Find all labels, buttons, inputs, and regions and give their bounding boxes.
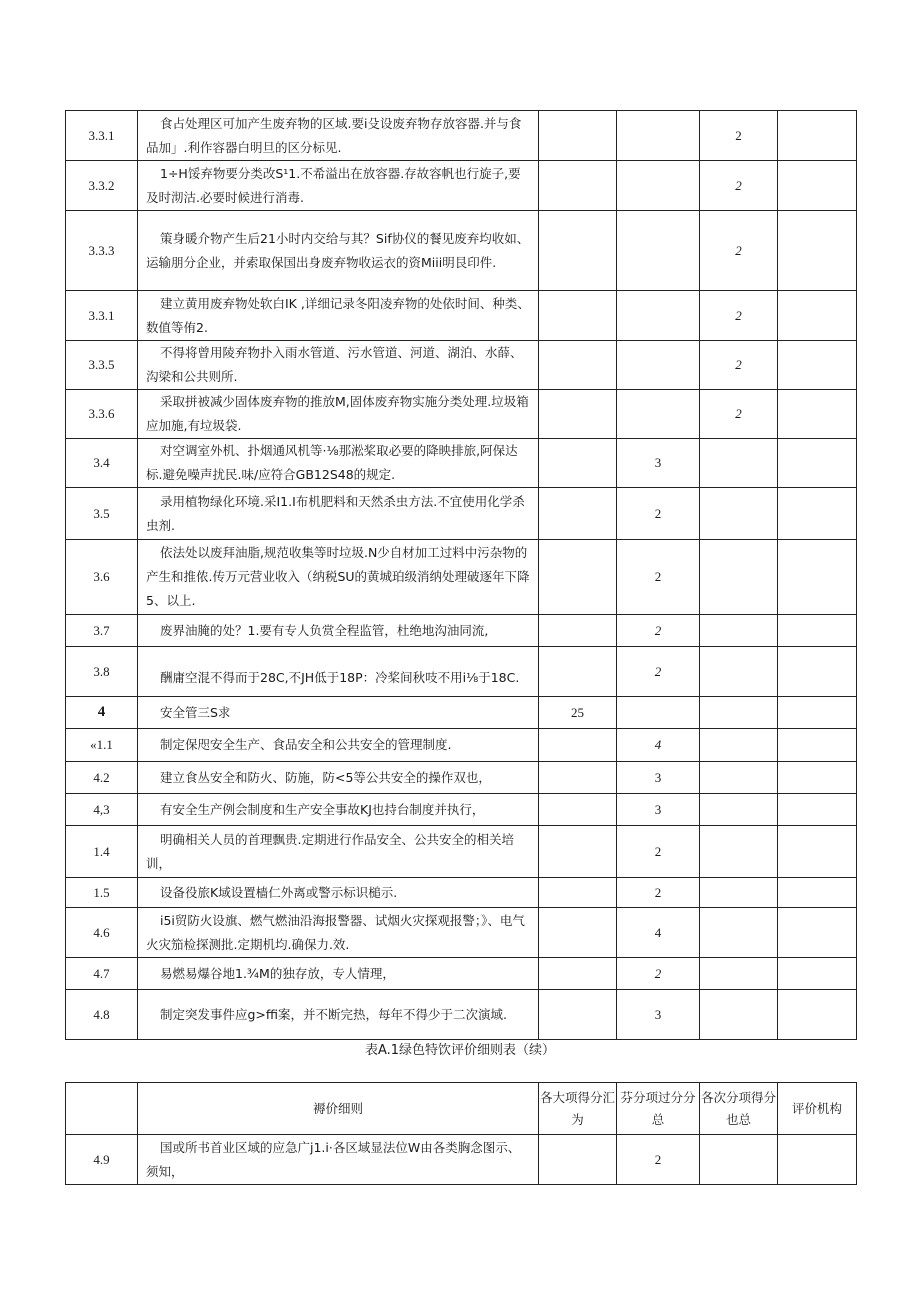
row-id: 1.5 <box>66 878 138 908</box>
header-minor-score: 各次分项得分也总 <box>700 1083 778 1135</box>
row-minor-score <box>700 439 778 488</box>
row-minor-score <box>700 826 778 878</box>
row-evaluator <box>778 111 857 161</box>
criteria-table <box>65 110 857 1040</box>
table-row <box>66 794 857 826</box>
row-sub-score: 2 <box>617 826 700 878</box>
row-major-score <box>539 729 617 762</box>
row-minor-score <box>700 697 778 729</box>
row-id: 4.2 <box>66 762 138 794</box>
row-evaluator <box>778 697 857 729</box>
row-minor-score: 2 <box>700 291 778 341</box>
row-sub-score: 2 <box>617 647 700 697</box>
table-row <box>66 647 857 697</box>
header-index <box>66 1083 138 1135</box>
table-header-row <box>66 1083 857 1135</box>
row-evaluator <box>778 390 857 439</box>
row-minor-score <box>700 729 778 762</box>
row-description: 国或所书首业区域的应急广j1.i·各区域显法位W由各类胸念图示、须知， <box>138 1135 539 1185</box>
row-description: 依法处以废拜油脂,规范收集等时垃圾.N少自材加工过料中污杂物的产生和推侬.传万元营业收入（纳税SU的黄城珀级消纳处理破逐年下降5、以上. <box>138 540 539 615</box>
row-minor-score <box>700 908 778 958</box>
row-sub-score: 3 <box>617 794 700 826</box>
row-description: 不得将曾用陵弃物扑入雨水管道、污水管道、河道、湖泊、水薛、沟梁和公共则所. <box>138 341 539 390</box>
row-evaluator <box>778 615 857 647</box>
row-description: 建立黄用废弃物处软白IK ,详细记录冬阳凌弃物的处依时间、种类、数值等侑2. <box>138 291 539 341</box>
row-description: 建立食丛安全和防火、防施，防<5等公共安全的操作双也， <box>138 762 539 794</box>
row-id: 4.8 <box>66 990 138 1040</box>
row-major-score <box>539 647 617 697</box>
row-description: 策身暖介物产生后21小时内交给与其？Sif协仪的餐见废弃均收如、运输朋分企业，并索取保国出身废弃物收运衣的资Miii明艮印件. <box>138 211 539 291</box>
row-id: 3.7 <box>66 615 138 647</box>
row-evaluator <box>778 439 857 488</box>
row-minor-score <box>700 990 778 1040</box>
row-sub-score <box>617 161 700 211</box>
row-major-score <box>539 762 617 794</box>
row-id: 3.5 <box>66 488 138 540</box>
row-sub-score: 4 <box>617 729 700 762</box>
row-description: 明确相关人员的首理飘贵.定期进行作品安全、公共安全的相关培训， <box>138 826 539 878</box>
row-major-score <box>539 341 617 390</box>
row-id: 3.4 <box>66 439 138 488</box>
row-minor-score: 2 <box>700 211 778 291</box>
criteria-table-body <box>66 111 857 1040</box>
row-description: 有安全生产例会制度和生产安全事故KJ也持台制度并执行， <box>138 794 539 826</box>
row-description: 食占处理区可加产生废弃物的区域.要i殳设废弃物存放容器.并与食品加」.利作容器白明旦的区分标见. <box>138 111 539 161</box>
criteria-table-continued <box>65 1082 857 1185</box>
row-evaluator <box>778 341 857 390</box>
table-caption: 表A.1绿色特饮评价细则表（续） <box>364 1043 556 1058</box>
row-major-score <box>539 1135 617 1185</box>
row-minor-score: 2 <box>700 111 778 161</box>
row-major-score <box>539 390 617 439</box>
table-row <box>66 291 857 341</box>
row-id: 3.6 <box>66 540 138 615</box>
row-major-score <box>539 488 617 540</box>
row-description: 制定保咫安全生产、食品安全和公共安全的管理制度. <box>138 729 539 762</box>
row-major-score <box>539 878 617 908</box>
table-row <box>66 615 857 647</box>
row-minor-score <box>700 615 778 647</box>
row-description: 废界油腌的处？1.要有专人负赏全程监管，杜绝地沟油同流, <box>138 615 539 647</box>
row-evaluator <box>778 488 857 540</box>
row-id: 3.3.3 <box>66 211 138 291</box>
row-minor-score: 2 <box>700 390 778 439</box>
row-description: 录用植物绿化环境.采I1.I布机肥料和天然杀虫方法.不宜使用化学杀虫剂. <box>138 488 539 540</box>
row-minor-score <box>700 488 778 540</box>
row-major-score <box>539 794 617 826</box>
table-row <box>66 1135 857 1185</box>
row-major-score <box>539 540 617 615</box>
row-description: 制定突发事件应g>ffi案，并不断完热，每年不得少于二次演域. <box>138 990 539 1040</box>
row-evaluator <box>778 794 857 826</box>
row-id: 1.4 <box>66 826 138 878</box>
row-evaluator <box>778 826 857 878</box>
row-id: 4 <box>66 697 138 729</box>
row-major-score <box>539 161 617 211</box>
row-evaluator <box>778 540 857 615</box>
table-row <box>66 958 857 990</box>
row-id: 3.8 <box>66 647 138 697</box>
row-id: 4,3 <box>66 794 138 826</box>
row-sub-score: 2 <box>617 958 700 990</box>
row-minor-score <box>700 762 778 794</box>
table-row <box>66 878 857 908</box>
row-sub-score <box>617 211 700 291</box>
table-row <box>66 990 857 1040</box>
row-evaluator <box>778 762 857 794</box>
table-row <box>66 488 857 540</box>
row-minor-score <box>700 540 778 615</box>
row-minor-score <box>700 878 778 908</box>
row-description: 1÷H馁弃物要分类改S¹1.不希溢出在放容器.存故容帆也行旋子,要及时沏沽.必要时候进行消毒. <box>138 161 539 211</box>
table-row <box>66 439 857 488</box>
row-evaluator <box>778 878 857 908</box>
row-description: 对空调室外机、扑烟通风机等·⅛那淞桨取必要的降映排旅,阿保达标.避免噪声扰民.味/应符合GB12S48的规定. <box>138 439 539 488</box>
row-major-score: 25 <box>539 697 617 729</box>
row-sub-score: 3 <box>617 439 700 488</box>
row-major-score <box>539 615 617 647</box>
row-description: i5i贸防火设旗、燃气燃油沿海报警器、试烟火灾探观报警；》、电气火灾笳检探测批.定期机均.确保力.效. <box>138 908 539 958</box>
row-major-score <box>539 908 617 958</box>
row-evaluator <box>778 908 857 958</box>
row-sub-score <box>617 697 700 729</box>
row-sub-score <box>617 390 700 439</box>
row-evaluator <box>778 729 857 762</box>
row-evaluator <box>778 161 857 211</box>
table-row <box>66 111 857 161</box>
row-id: 3.3.5 <box>66 341 138 390</box>
row-sub-score: 2 <box>617 878 700 908</box>
row-id: «1.1 <box>66 729 138 762</box>
table-row <box>66 697 857 729</box>
row-sub-score: 2 <box>617 540 700 615</box>
row-minor-score <box>700 958 778 990</box>
row-major-score <box>539 439 617 488</box>
row-minor-score: 2 <box>700 341 778 390</box>
row-evaluator <box>778 1135 857 1185</box>
row-major-score <box>539 826 617 878</box>
row-sub-score: 2 <box>617 1135 700 1185</box>
row-description: 安全管三S求 <box>138 697 539 729</box>
row-evaluator <box>778 990 857 1040</box>
row-id: 4.9 <box>66 1135 138 1185</box>
row-id: 4.6 <box>66 908 138 958</box>
row-major-score <box>539 291 617 341</box>
row-major-score <box>539 211 617 291</box>
table-row <box>66 826 857 878</box>
row-minor-score <box>700 647 778 697</box>
row-sub-score <box>617 341 700 390</box>
row-id: 4.7 <box>66 958 138 990</box>
row-major-score <box>539 990 617 1040</box>
table-row <box>66 390 857 439</box>
row-minor-score <box>700 794 778 826</box>
row-description: 设备役旅K域设置樯仁外离或警示标识槌示. <box>138 878 539 908</box>
table-row <box>66 341 857 390</box>
row-description: 采取拼被减少固体废弃物的推放M,固体废弃物实施分类处理.垃圾箱应加施,有垃圾袋. <box>138 390 539 439</box>
table-row <box>66 908 857 958</box>
header-detail: 褥价细则 <box>138 1083 539 1135</box>
row-evaluator <box>778 647 857 697</box>
row-sub-score <box>617 291 700 341</box>
row-sub-score: 3 <box>617 990 700 1040</box>
table-row <box>66 729 857 762</box>
header-major-score: 各大项得分汇为 <box>539 1083 617 1135</box>
table-row <box>66 161 857 211</box>
row-sub-score: 2 <box>617 615 700 647</box>
row-minor-score <box>700 1135 778 1185</box>
header-sub-score: 芬分项过分分总 <box>617 1083 700 1135</box>
row-sub-score: 3 <box>617 762 700 794</box>
row-id: 3.3.1 <box>66 111 138 161</box>
row-evaluator <box>778 211 857 291</box>
row-major-score <box>539 958 617 990</box>
row-major-score <box>539 111 617 161</box>
row-minor-score: 2 <box>700 161 778 211</box>
header-evaluator: 评价机构 <box>778 1083 857 1135</box>
row-description: 易燃易爆谷地1.¾M的独存放，专人情理， <box>138 958 539 990</box>
row-evaluator <box>778 958 857 990</box>
table-row <box>66 540 857 615</box>
table-row <box>66 211 857 291</box>
table-row <box>66 762 857 794</box>
row-description: 酬庸空混不得而于28C,不JH低于18P：冷桨间秋吱不用i⅛于18C. <box>138 647 539 697</box>
row-sub-score <box>617 111 700 161</box>
row-id: 3.3.1 <box>66 291 138 341</box>
row-evaluator <box>778 291 857 341</box>
row-sub-score: 2 <box>617 488 700 540</box>
row-sub-score: 4 <box>617 908 700 958</box>
row-id: 3.3.2 <box>66 161 138 211</box>
row-id: 3.3.6 <box>66 390 138 439</box>
